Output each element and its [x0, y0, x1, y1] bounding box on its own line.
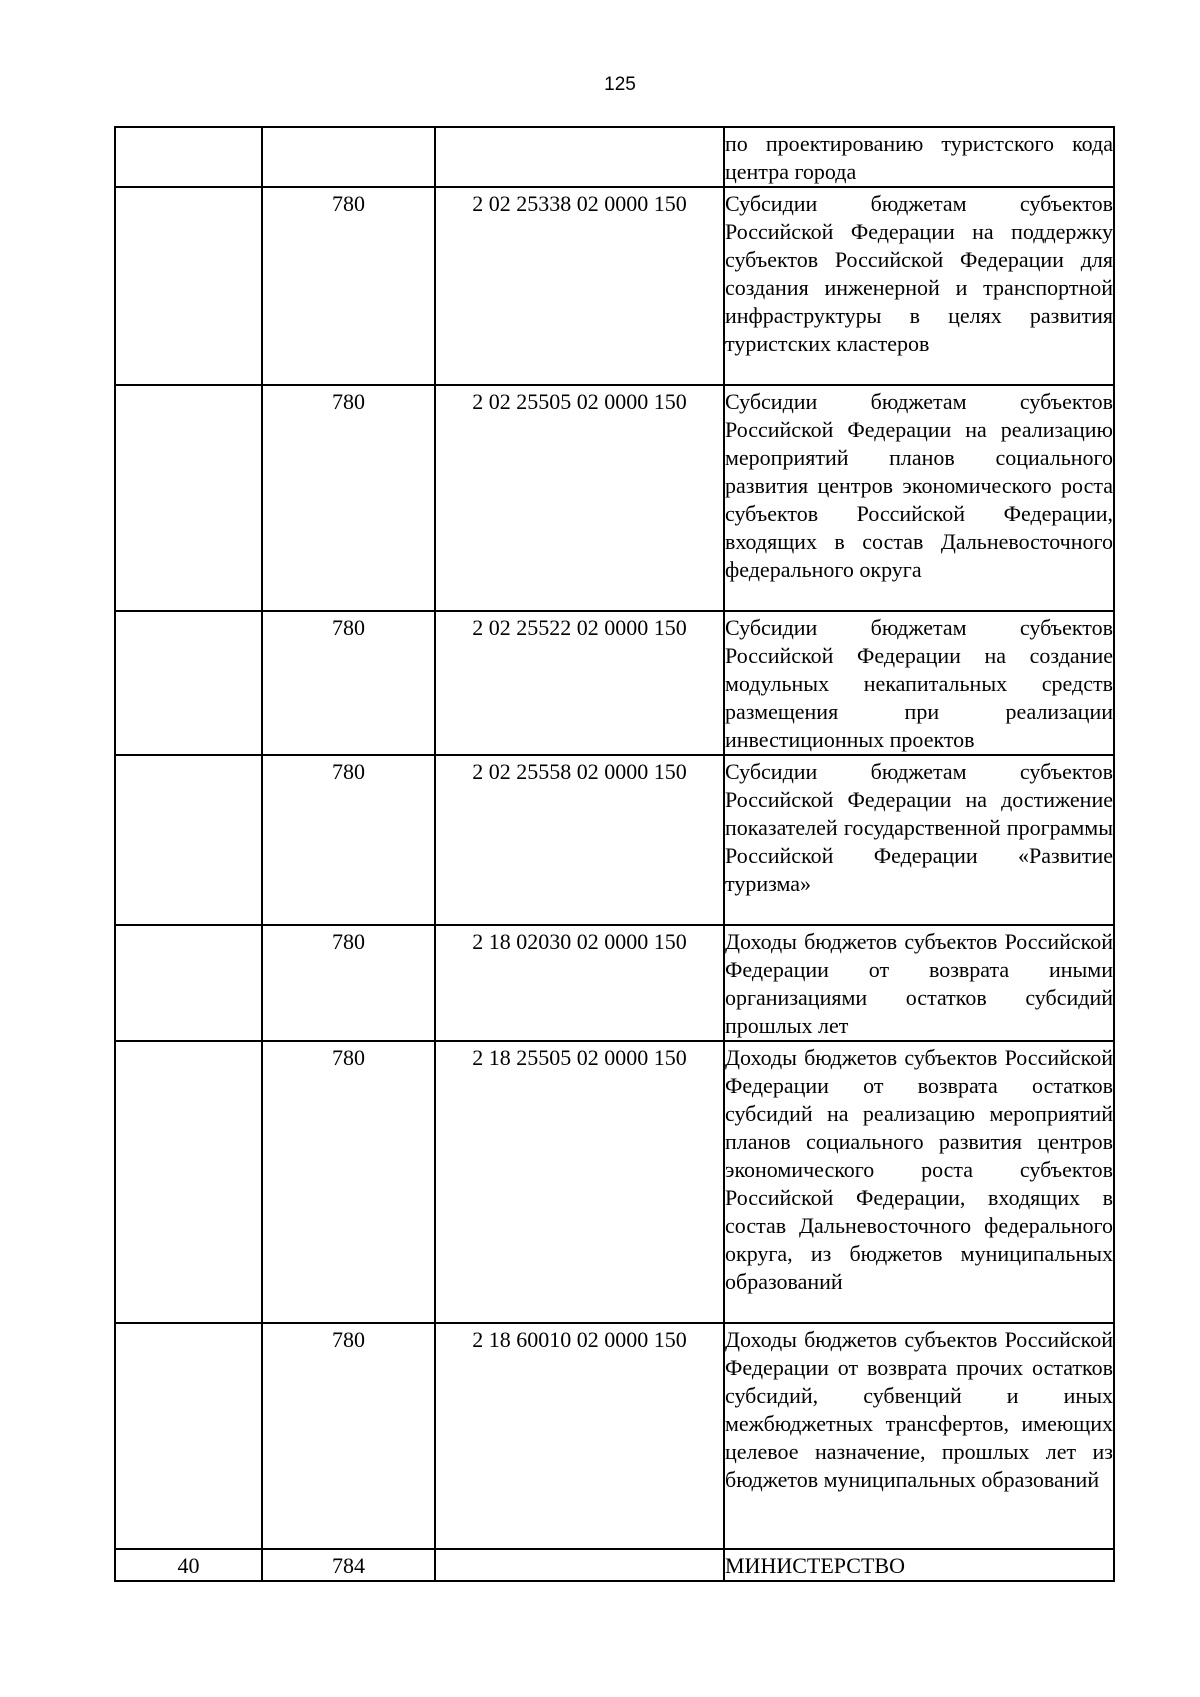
admin-code: 780: [332, 389, 365, 414]
admin-code-cell: [262, 755, 435, 925]
admin-code: 780: [332, 1045, 365, 1070]
table-row: [115, 1041, 1114, 1323]
admin-code: 784: [332, 1553, 365, 1578]
description-text: Доходы бюджетов субъектов Российской Федерации от возврата остатков субсидий на реализацию мероприятий планов социального развития центров экономического роста субъектов Российской Федерации, входящих в состав Дальневосточного федерального округа, из бюджетов муниципальных образований: [725, 1045, 1113, 1294]
table-row: [115, 187, 1114, 385]
description-cell: [724, 611, 1114, 755]
admin-code-cell: [262, 187, 435, 385]
row-number-cell: [115, 755, 262, 925]
description-text: по проектированию туристского кода центра города: [725, 131, 1113, 184]
description-text: Субсидии бюджетам субъектов Российской Федерации на реализацию мероприятий планов социального развития центров экономического роста субъектов Российской Федерации, входящих в состав Дальневосточного федерального округа: [725, 389, 1113, 582]
description-cell: [724, 187, 1114, 385]
admin-code-cell: [262, 127, 435, 187]
description-text: МИНИСТЕРСТВО: [725, 1553, 905, 1578]
table-row: [115, 1323, 1114, 1549]
row-number-cell: [115, 127, 262, 187]
kbk-cell: [435, 127, 724, 187]
kbk-code: 2 02 25505 02 0000 150: [472, 389, 687, 414]
page-number: 125: [604, 74, 636, 95]
table-row: [115, 127, 1114, 187]
table-row: [115, 1549, 1114, 1581]
kbk-cell: [435, 385, 724, 611]
description-cell: [724, 755, 1114, 925]
row-number-cell: [115, 1041, 262, 1323]
description-text: Субсидии бюджетам субъектов Российской Федерации на создание модульных некапитальных средств размещения при реализации инвестиционных проектов: [725, 615, 1113, 752]
table-row: [115, 755, 1114, 925]
description-cell: [724, 1323, 1114, 1549]
admin-code-cell: [262, 1549, 435, 1581]
description-cell: [724, 385, 1114, 611]
kbk-cell: [435, 755, 724, 925]
table-row: [115, 925, 1114, 1041]
admin-code-cell: [262, 925, 435, 1041]
kbk-code: 2 18 02030 02 0000 150: [472, 929, 687, 954]
description-text: Доходы бюджетов субъектов Российской Федерации от возврата иными организациями остатков субсидий прошлых лет: [725, 929, 1113, 1038]
admin-code: 780: [332, 929, 365, 954]
row-number: 40: [177, 1553, 200, 1578]
admin-code-cell: [262, 1041, 435, 1323]
row-number-cell: [115, 1323, 262, 1549]
kbk-cell: [435, 1323, 724, 1549]
admin-code: 780: [332, 759, 365, 784]
row-number-cell: [115, 1549, 262, 1581]
admin-code-cell: [262, 385, 435, 611]
table-row: [115, 385, 1114, 611]
description-text: Доходы бюджетов субъектов Российской Федерации от возврата прочих остатков субсидий, субвенций и иных межбюджетных трансфертов, имеющих целевое назначение, прошлых лет из бюджетов муниципальных образований: [725, 1327, 1113, 1492]
budget-codes-table: [114, 126, 1115, 1582]
admin-code: 780: [332, 191, 365, 216]
description-cell: [724, 127, 1114, 187]
kbk-cell: [435, 611, 724, 755]
kbk-cell: [435, 1041, 724, 1323]
kbk-code: 2 18 25505 02 0000 150: [472, 1045, 687, 1070]
admin-code-cell: [262, 1323, 435, 1549]
admin-code: 780: [332, 1327, 365, 1352]
admin-code: 780: [332, 615, 365, 640]
description-text: Субсидии бюджетам субъектов Российской Федерации на достижение показателей государственной программы Российской Федерации «Развитие туризма»: [725, 759, 1113, 896]
kbk-code: 2 02 25522 02 0000 150: [472, 615, 687, 640]
row-number-cell: [115, 925, 262, 1041]
description-cell: [724, 1549, 1114, 1581]
description-text: Субсидии бюджетам субъектов Российской Федерации на поддержку субъектов Российской Федерации для создания инженерной и транспортной инфраструктуры в целях развития туристских кластеров: [725, 191, 1113, 356]
kbk-code: 2 18 60010 02 0000 150: [472, 1327, 687, 1352]
admin-code-cell: [262, 611, 435, 755]
description-cell: [724, 925, 1114, 1041]
kbk-cell: [435, 1549, 724, 1581]
kbk-code: 2 02 25338 02 0000 150: [472, 191, 687, 216]
description-cell: [724, 1041, 1114, 1323]
kbk-cell: [435, 187, 724, 385]
row-number-cell: [115, 187, 262, 385]
row-number-cell: [115, 611, 262, 755]
kbk-cell: [435, 925, 724, 1041]
table-row: [115, 611, 1114, 755]
row-number-cell: [115, 385, 262, 611]
kbk-code: 2 02 25558 02 0000 150: [472, 759, 687, 784]
